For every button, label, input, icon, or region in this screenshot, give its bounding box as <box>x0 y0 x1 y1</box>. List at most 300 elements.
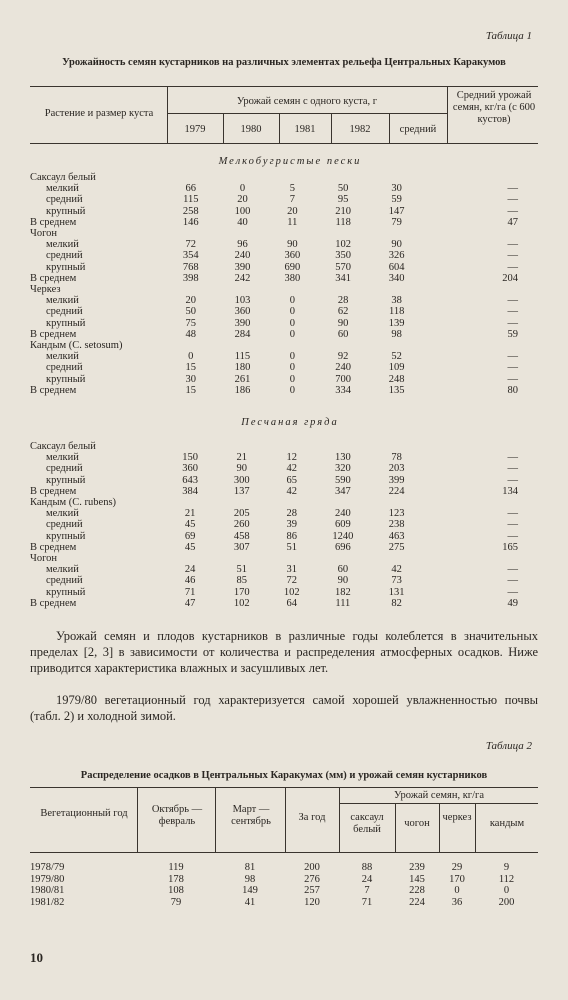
table-cell: 12 <box>286 452 297 464</box>
table-cell: 242 <box>234 272 251 284</box>
table-cell: 463 <box>388 530 405 542</box>
table-cell <box>370 441 424 452</box>
table-row <box>30 542 538 553</box>
table-cell: 643 <box>182 474 198 486</box>
table-cell: 50 <box>337 183 349 195</box>
row-label: средний <box>46 463 83 475</box>
table2-header-cherkez: черкез <box>442 812 472 823</box>
table-row <box>30 531 538 542</box>
row-label: мелкий <box>46 508 79 520</box>
table-cell: 360 <box>234 306 251 318</box>
table-row <box>30 497 538 508</box>
paragraph-2: 1979/80 вегетационный год характеризуется самой хорошей увлажненностью почвы (табл. 2) и холодной зимой. <box>30 693 538 723</box>
table-cell: 384 <box>182 485 198 497</box>
table1-label: Таблица 1 <box>485 30 532 42</box>
table-cell: 210 <box>335 205 352 217</box>
table-cell <box>268 284 316 295</box>
table2-header-mar-sep: Март — сентябрь <box>231 804 271 827</box>
table-cell: 66 <box>185 183 197 195</box>
table-cell: 31 <box>286 564 297 576</box>
row-label: мелкий <box>46 183 79 195</box>
table-cell: 240 <box>234 250 251 262</box>
row-label: 1979/80 <box>30 873 65 885</box>
table-cell: 28 <box>286 508 297 520</box>
table-cell: 62 <box>337 306 349 318</box>
table-cell: 119 <box>168 862 184 873</box>
row-label: средний <box>46 306 83 318</box>
table-cell: 347 <box>334 485 351 497</box>
table-cell: 123 <box>388 508 405 520</box>
table-cell: 149 <box>242 885 258 896</box>
row-label: средний <box>46 194 83 206</box>
table-cell: 170 <box>449 873 465 885</box>
row-label: В среднем <box>30 328 77 340</box>
table2-header-yield: Урожай семян, кг/га <box>394 790 484 801</box>
table-cell: 182 <box>334 586 351 598</box>
table-cell: 59 <box>507 328 518 340</box>
row-label: средний <box>46 519 83 531</box>
table-cell: 224 <box>409 896 425 908</box>
table-cell: 203 <box>388 463 405 475</box>
table-cell: 75 <box>185 317 197 329</box>
table1-header-plant: Растение и размер куста <box>44 108 154 119</box>
table-cell: 7 <box>289 194 295 206</box>
table-cell: 696 <box>334 541 351 553</box>
table-cell: 103 <box>234 295 251 307</box>
table-cell: 1240 <box>332 530 354 542</box>
table-cell: — <box>507 250 518 262</box>
table-cell: 307 <box>233 541 250 553</box>
table-cell: 398 <box>182 272 199 284</box>
table-cell: — <box>507 564 518 576</box>
table1-section2-body <box>30 441 538 609</box>
table2-body <box>30 862 538 908</box>
table-cell: 205 <box>233 508 250 520</box>
table-cell: 0 <box>289 317 295 329</box>
table-cell <box>165 340 217 351</box>
table-row <box>30 217 538 228</box>
table-cell: 69 <box>184 530 196 542</box>
table-row <box>30 508 538 519</box>
table-cell: 95 <box>337 194 349 206</box>
table-cell: 111 <box>335 597 351 609</box>
table-cell <box>370 497 424 508</box>
table-cell <box>423 441 538 452</box>
row-label: крупный <box>46 530 86 542</box>
table-cell <box>370 340 423 351</box>
table-cell: 71 <box>361 896 373 908</box>
table-row <box>30 385 538 396</box>
table-row <box>30 575 538 586</box>
table-row <box>30 273 538 284</box>
row-label: В среднем <box>30 272 77 284</box>
table-cell: 0 <box>289 362 295 374</box>
table-cell <box>423 284 538 295</box>
row-label: мелкий <box>46 564 79 576</box>
table-cell: 165 <box>502 541 518 553</box>
table-cell: — <box>507 317 518 329</box>
table-cell <box>268 553 316 564</box>
table-cell: 139 <box>388 317 405 329</box>
table-cell: — <box>507 508 518 520</box>
table-cell: 326 <box>388 250 405 262</box>
table-cell: 11 <box>287 216 298 228</box>
table-cell: — <box>507 362 518 374</box>
table-cell: 200 <box>304 862 320 873</box>
table-row <box>30 475 538 486</box>
table-cell: — <box>507 261 518 273</box>
table-cell: 118 <box>335 216 351 228</box>
row-label: средний <box>46 250 83 262</box>
table-cell: 257 <box>304 885 320 896</box>
table-cell: 275 <box>388 541 405 553</box>
table-cell: 59 <box>391 194 402 206</box>
table-cell: 609 <box>334 519 351 531</box>
table1-section1-body <box>30 172 538 396</box>
table-row <box>30 262 538 273</box>
table-cell: 135 <box>388 384 405 396</box>
table-row <box>30 239 538 250</box>
table-cell: 350 <box>335 250 352 262</box>
table-row <box>30 351 538 362</box>
table-cell: 60 <box>337 328 349 340</box>
table-row <box>30 172 538 183</box>
table2-header-total: За год <box>298 812 326 823</box>
table1-header-yield: Урожай семян с одного куста, г <box>236 96 378 107</box>
row-label: крупный <box>46 373 86 385</box>
table-cell: 115 <box>183 194 199 206</box>
table-cell: 300 <box>233 474 250 486</box>
table-cell: 90 <box>391 239 402 251</box>
table-cell: 60 <box>337 564 349 576</box>
row-label: крупный <box>46 317 86 329</box>
table-cell: 360 <box>284 250 301 262</box>
table-cell: 341 <box>335 272 352 284</box>
table-cell: 258 <box>182 205 199 217</box>
table-cell: 42 <box>391 564 402 576</box>
table-cell: 224 <box>388 485 405 497</box>
table-cell: 15 <box>185 384 197 396</box>
row-label: мелкий <box>46 239 79 251</box>
table-cell: 180 <box>234 362 251 374</box>
table-cell: 239 <box>409 862 425 873</box>
table-cell: 72 <box>286 575 297 587</box>
table-cell <box>316 553 370 564</box>
table-cell: 240 <box>334 508 351 520</box>
table-cell: — <box>507 463 518 475</box>
table-cell: 0 <box>289 306 295 318</box>
table2-header-chogon: чогон <box>404 818 430 829</box>
table-cell: 80 <box>507 384 518 396</box>
table-row <box>30 452 538 463</box>
section-title-small-hummocks: Мелкобугристые пески <box>218 156 362 167</box>
table-cell: 360 <box>182 463 198 475</box>
row-label: крупный <box>46 586 86 598</box>
table-cell: 204 <box>502 272 518 284</box>
table-cell: 15 <box>185 362 197 374</box>
table-cell: 112 <box>498 873 515 885</box>
table-cell: 20 <box>237 194 248 206</box>
table-cell: 51 <box>236 564 248 576</box>
table-row <box>30 362 538 373</box>
table-cell: 49 <box>507 597 518 609</box>
table-cell: — <box>507 194 518 206</box>
table-cell: 147 <box>388 205 405 217</box>
table-cell: 92 <box>337 351 349 363</box>
row-label: 1978/79 <box>30 862 65 873</box>
table-cell: 64 <box>286 597 297 609</box>
table2-header-kandym: кандым <box>489 818 525 829</box>
table-cell <box>217 172 269 183</box>
row-label: крупный <box>46 205 86 217</box>
table1-header-year-1982: 1982 <box>349 124 371 135</box>
table-cell: 79 <box>391 216 402 228</box>
table-cell: 0 <box>454 885 460 896</box>
table-cell: 46 <box>184 575 196 587</box>
table-cell: 90 <box>337 575 349 587</box>
table-cell: 40 <box>237 216 248 228</box>
table-cell: 130 <box>334 452 351 464</box>
page-number: 10 <box>30 950 43 965</box>
table-cell: 178 <box>168 873 184 885</box>
table-row <box>30 564 538 575</box>
table-cell: 42 <box>286 463 297 475</box>
table-cell <box>216 553 268 564</box>
row-label: Саксаул белый <box>30 441 96 452</box>
table-row <box>30 587 538 598</box>
row-label: средний <box>46 575 83 587</box>
table-cell <box>316 228 369 239</box>
table-cell: 145 <box>409 873 425 885</box>
table-row <box>30 183 538 194</box>
table-cell: 85 <box>236 575 248 587</box>
table-row <box>30 463 538 474</box>
table-cell: 0 <box>289 328 295 340</box>
row-label: В среднем <box>30 384 77 396</box>
table-cell <box>316 284 369 295</box>
table-row <box>30 862 538 874</box>
row-label: Черкез <box>30 284 61 296</box>
table-cell <box>268 172 316 183</box>
table-row <box>30 318 538 329</box>
table-cell: 96 <box>237 239 248 251</box>
table-cell: 102 <box>335 239 352 251</box>
row-label: мелкий <box>46 295 79 307</box>
table-row <box>30 374 538 385</box>
row-label: Чогон <box>30 228 57 240</box>
table-cell: 28 <box>337 295 349 307</box>
table-cell: 41 <box>244 896 256 908</box>
table-cell: 0 <box>289 295 295 307</box>
table-cell: 170 <box>233 586 250 598</box>
table-cell: — <box>507 239 518 251</box>
table-cell <box>268 497 316 508</box>
table-cell <box>316 340 369 351</box>
row-label: В среднем <box>30 216 77 228</box>
table-cell <box>268 228 316 239</box>
table-cell: 150 <box>182 452 198 464</box>
table-row <box>30 340 538 351</box>
table-cell <box>217 340 269 351</box>
table-cell: — <box>507 373 518 385</box>
row-label: крупный <box>46 474 86 486</box>
row-label: Кандым (C. setosum) <box>30 340 123 352</box>
table-cell: 115 <box>234 351 251 363</box>
table-cell: 131 <box>388 586 405 598</box>
table-row <box>30 295 538 306</box>
table1-header-bottom-rule <box>30 143 538 144</box>
row-label: мелкий <box>46 452 79 464</box>
table2-title: Распределение осадков в Центральных Каракумах (мм) и урожай семян кустарников <box>80 770 488 781</box>
table-cell: 39 <box>286 519 297 531</box>
table-cell: 700 <box>335 373 352 385</box>
table-cell: 120 <box>304 896 320 908</box>
table-cell <box>165 228 217 239</box>
table-cell: — <box>507 351 518 363</box>
table-row <box>30 598 538 609</box>
table-cell: 146 <box>182 216 199 228</box>
table-cell <box>216 497 268 508</box>
table1-header-avg-per-ha: Средний урожай семян, кг/га (с 600 кустов) <box>452 90 536 125</box>
table-row <box>30 486 538 497</box>
table-cell <box>164 441 216 452</box>
table-cell: 276 <box>304 873 320 885</box>
table-cell: 90 <box>236 463 248 475</box>
table-cell: 20 <box>287 205 298 217</box>
row-label: мелкий <box>46 351 79 363</box>
table-row <box>30 194 538 205</box>
table1-header-average: средний <box>399 124 437 135</box>
table-cell: 50 <box>185 306 197 318</box>
table-cell <box>316 172 369 183</box>
table-cell: 90 <box>337 317 349 329</box>
table2-label: Таблица 2 <box>485 740 532 752</box>
table-cell: 0 <box>289 384 295 396</box>
table-cell: 238 <box>388 519 405 531</box>
table-cell: 88 <box>361 862 373 873</box>
table-cell: 47 <box>507 216 518 228</box>
table-cell: 42 <box>286 485 297 497</box>
table-cell: 390 <box>234 317 251 329</box>
section-title-sand-ridge: Песчаная гряда <box>241 417 339 428</box>
table-cell: 118 <box>388 306 405 318</box>
table-cell: 100 <box>234 205 251 217</box>
row-label: 1980/81 <box>30 885 65 896</box>
table-cell: 768 <box>182 261 199 273</box>
row-label: крупный <box>46 261 86 273</box>
table-cell: 334 <box>335 384 352 396</box>
table-cell: 90 <box>287 239 298 251</box>
table-cell: 65 <box>286 474 297 486</box>
table-cell: — <box>507 519 518 531</box>
table-row <box>30 553 538 564</box>
row-label: В среднем <box>30 541 77 553</box>
row-label: 1981/82 <box>30 896 65 908</box>
table-cell: 390 <box>234 261 251 273</box>
table-cell: 134 <box>502 485 518 497</box>
table1-top-rule <box>30 86 538 87</box>
table-cell: 36 <box>451 896 463 908</box>
table-cell: 399 <box>388 474 405 486</box>
table-cell <box>423 228 538 239</box>
table-cell: — <box>507 183 518 195</box>
table-cell: 108 <box>168 885 184 896</box>
table-cell <box>316 497 370 508</box>
table-cell: — <box>507 295 518 307</box>
table-row <box>30 441 538 452</box>
table-cell: 98 <box>244 873 256 885</box>
table2-header-year: Вегетационный год <box>40 808 128 819</box>
table-cell: 0 <box>239 183 246 195</box>
table-cell: 86 <box>286 530 297 542</box>
table-cell: 604 <box>388 261 405 273</box>
row-label: Чогон <box>30 553 57 565</box>
table-cell: 24 <box>184 564 196 576</box>
table-cell: — <box>507 575 518 587</box>
table-cell: — <box>507 530 518 542</box>
table1-header-year-1981: 1981 <box>294 124 316 135</box>
table-cell: 71 <box>184 586 196 598</box>
row-label: Саксаул белый <box>30 172 96 183</box>
table-cell: 21 <box>236 452 248 464</box>
table-cell: 73 <box>391 575 402 587</box>
table-cell: 20 <box>185 295 197 307</box>
table-cell: 284 <box>234 328 251 340</box>
table-cell: 52 <box>391 351 402 363</box>
table-row <box>30 228 538 239</box>
table-cell: 320 <box>334 463 351 475</box>
table2-header-saxaul: саксаул белый <box>350 812 384 835</box>
table-cell: 109 <box>388 362 405 374</box>
table-cell: 590 <box>334 474 351 486</box>
table-cell: 79 <box>170 896 182 908</box>
table-row <box>30 885 538 897</box>
table-cell: 7 <box>364 885 370 896</box>
table-cell <box>370 172 423 183</box>
table-row <box>30 519 538 530</box>
table-row <box>30 250 538 261</box>
row-label: В среднем <box>30 597 77 609</box>
table-cell <box>423 172 538 183</box>
table-cell <box>165 172 217 183</box>
table-cell: 78 <box>391 452 402 464</box>
table-cell: 261 <box>234 373 251 385</box>
table-cell: 240 <box>335 362 352 374</box>
table-row <box>30 284 538 295</box>
table-cell: — <box>507 452 518 464</box>
table-cell <box>316 441 370 452</box>
table-cell <box>370 284 423 295</box>
table-cell <box>370 553 424 564</box>
table-cell: 340 <box>388 272 405 284</box>
table-cell: 82 <box>391 597 402 609</box>
table-row <box>30 306 538 317</box>
table-cell: — <box>507 474 518 486</box>
table-cell: 186 <box>234 384 251 396</box>
table2-header-oct-feb: Октябрь — февраль <box>151 804 203 827</box>
table-cell: 102 <box>233 597 250 609</box>
table-cell <box>423 340 538 351</box>
table-row <box>30 206 538 217</box>
table-cell: 38 <box>391 295 402 307</box>
table-cell: 570 <box>335 261 352 273</box>
table-cell: 51 <box>286 541 297 553</box>
table-row <box>30 874 538 886</box>
table1-title: Урожайность семян кустарников на различных элементах рельефа Центральных Каракумов <box>62 57 506 68</box>
table2-header-bottom-rule <box>30 852 538 853</box>
table-cell: 30 <box>185 373 197 385</box>
table-cell <box>164 553 216 564</box>
